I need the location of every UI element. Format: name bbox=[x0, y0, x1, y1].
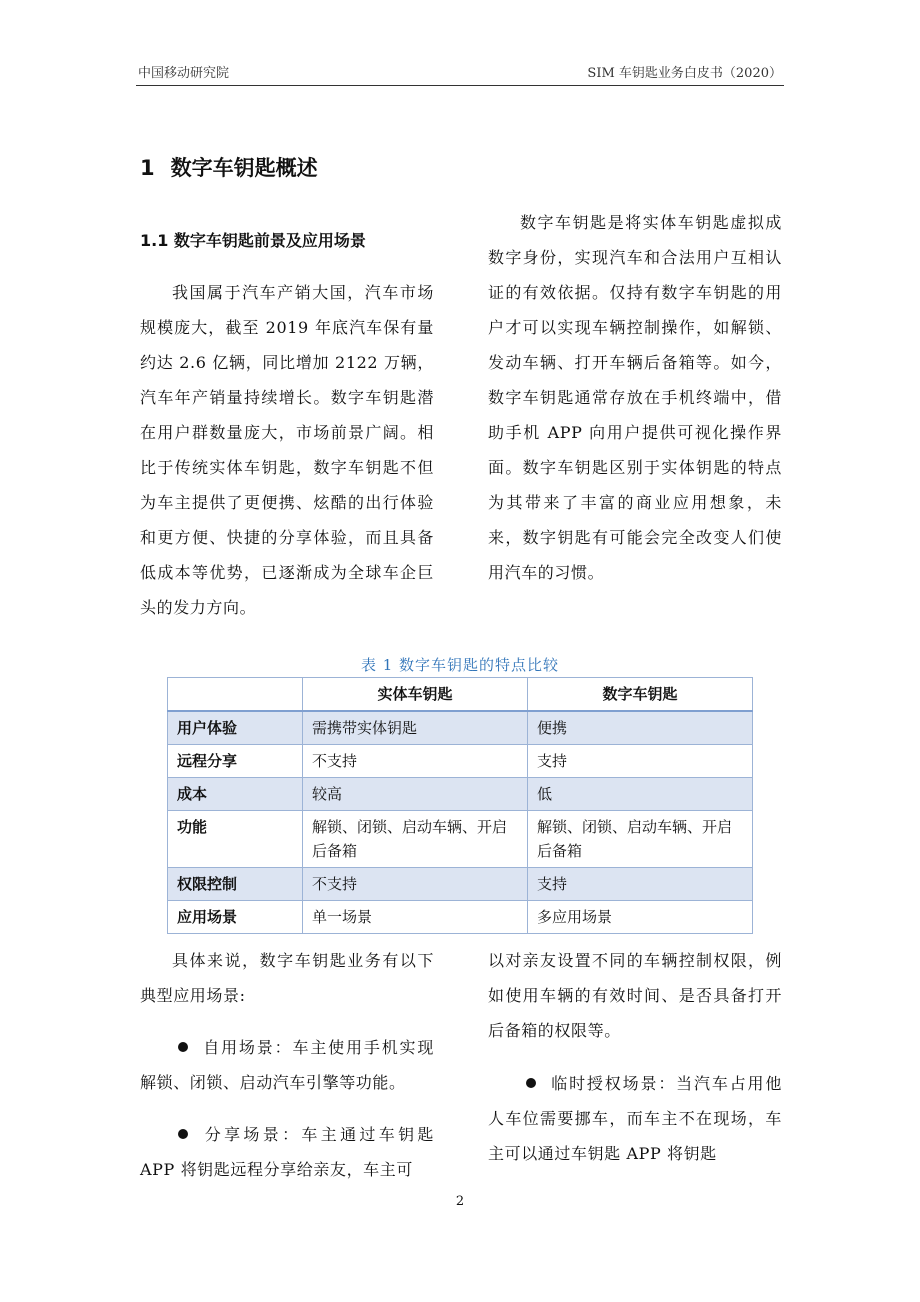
page-number: 2 bbox=[455, 1194, 465, 1209]
cell-digital: 便携 bbox=[528, 711, 753, 745]
cell-digital: 低 bbox=[528, 778, 753, 811]
bullet-dot-icon bbox=[526, 1078, 536, 1088]
cell-physical: 不支持 bbox=[303, 868, 528, 901]
header-doc-title: SIM 车钥匙业务白皮书（2020） bbox=[587, 66, 782, 81]
paragraph-market: 我国属于汽车产销大国，汽车市场规模庞大，截至 2019 年底汽车保有量约达 2.6 亿辆，同比增加 2122 万辆，汽车年产销量持续增长。数字车钥匙潜在用户群数量庞大，市场前景广阔。相比于传统实体车钥匙，数字车钥匙不但为车主提供了更便携、炫酷的出行体验和更方便、快捷的分享体验，而且具备低成本等优势，已逐渐成为全球车企巨头的发力方向。 bbox=[140, 283, 434, 617]
row-label: 用户体验 bbox=[168, 711, 303, 745]
cell-physical: 较高 bbox=[303, 778, 528, 811]
row-label: 应用场景 bbox=[168, 901, 303, 934]
header-rule bbox=[136, 85, 784, 86]
cell-physical: 单一场景 bbox=[303, 901, 528, 934]
cell-digital: 解锁、闭锁、启动车辆、开启后备箱 bbox=[528, 811, 753, 868]
bullet-self-use bbox=[140, 1030, 434, 1100]
subsection-heading: 1.1 数字车钥匙前景及应用场景 bbox=[140, 231, 366, 250]
cell-physical: 不支持 bbox=[303, 745, 528, 778]
table-header-digital: 数字车钥匙 bbox=[528, 678, 753, 712]
bullet-text: 分享场景：车主通过车钥匙 APP 将钥匙远程分享给亲友，车主可 bbox=[140, 1125, 434, 1179]
table-header-cell bbox=[168, 678, 303, 712]
table-row bbox=[168, 811, 753, 868]
table-row bbox=[168, 868, 753, 901]
table-row bbox=[168, 711, 753, 745]
cell-digital: 支持 bbox=[528, 745, 753, 778]
table-header-physical: 实体车钥匙 bbox=[303, 678, 528, 712]
bullet-dot-icon bbox=[178, 1042, 188, 1052]
paragraph-definition: 数字车钥匙是将实体车钥匙虚拟成数字身份，实现汽车和合法用户互相认证的有效依据。仅持有数字车钥匙的用户才可以实现车辆控制操作，如解锁、发动车辆、打开车辆后备箱等。如今，数字车钥匙通常存放在手机终端中，借助手机 APP 向用户提供可视化操作界面。数字车钥匙区别于实体钥匙的特点为其带来了丰富的商业应用想象，未来，数字钥匙有可能会完全改变人们使用汽车的习惯。 bbox=[488, 213, 782, 582]
cell-physical: 解锁、闭锁、启动车辆、开启后备箱 bbox=[303, 811, 528, 868]
comparison-table bbox=[167, 677, 753, 934]
table-row bbox=[168, 778, 753, 811]
row-label: 远程分享 bbox=[168, 745, 303, 778]
row-label: 权限控制 bbox=[168, 868, 303, 901]
cell-physical: 需携带实体钥匙 bbox=[303, 711, 528, 745]
bullet-temp-auth bbox=[488, 1066, 782, 1171]
section-title: 数字车钥匙概述 bbox=[170, 156, 318, 180]
cell-digital: 支持 bbox=[528, 868, 753, 901]
header-org: 中国移动研究院 bbox=[138, 66, 230, 81]
bullet-share bbox=[140, 1117, 434, 1187]
table-header-row bbox=[168, 678, 753, 712]
table-caption: 表 1 数字车钥匙的特点比较 bbox=[360, 656, 560, 674]
section-number: 1 bbox=[140, 156, 155, 180]
bullet-text: 临时授权场景：当汽车占用他人车位需要挪车，而车主不在现场，车主可以通过车钥匙 APP 将钥匙 bbox=[488, 1074, 782, 1163]
table-row bbox=[168, 745, 753, 778]
section-heading bbox=[140, 152, 318, 182]
bullet-dot-icon bbox=[178, 1129, 188, 1139]
table-row bbox=[168, 901, 753, 934]
row-label: 成本 bbox=[168, 778, 303, 811]
paragraph-scenarios-intro: 具体来说，数字车钥匙业务有以下典型应用场景: bbox=[140, 951, 434, 1005]
bullet-text: 自用场景：车主使用手机实现解锁、闭锁、启动汽车引擎等功能。 bbox=[140, 1038, 434, 1092]
paragraph-share-continued: 以对亲友设置不同的车辆控制权限，例如使用车辆的有效时间、是否具备打开后备箱的权限等。 bbox=[488, 951, 782, 1040]
row-label: 功能 bbox=[168, 811, 303, 868]
cell-digital: 多应用场景 bbox=[528, 901, 753, 934]
